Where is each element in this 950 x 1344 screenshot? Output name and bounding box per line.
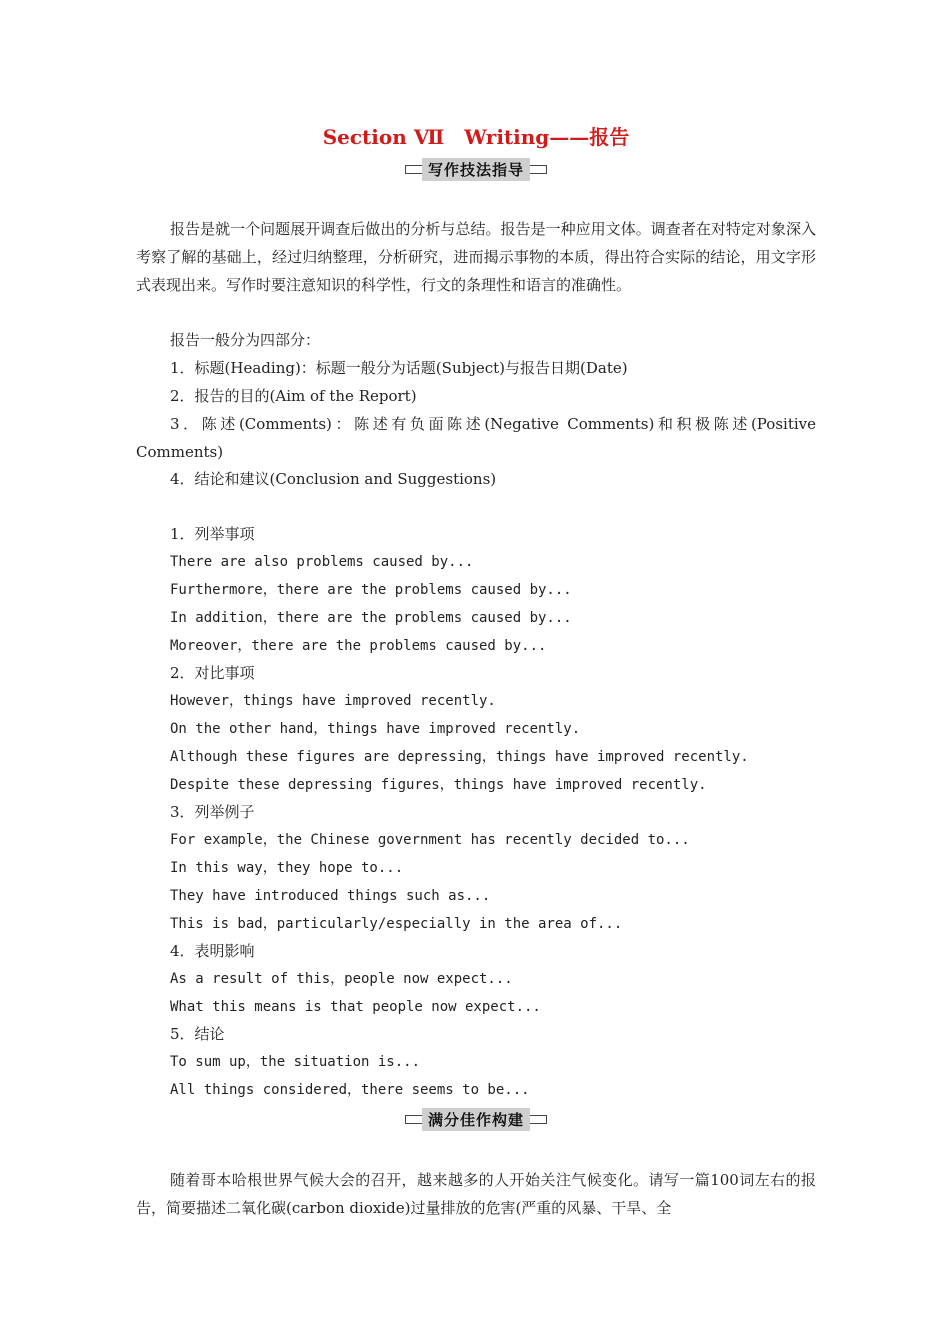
- badge-decoration-left: [405, 165, 422, 174]
- phrase-line: However，things have improved recently.: [170, 693, 496, 709]
- task-paragraph: 随着哥本哈根世界气候大会的召开，越来越多的人开始关注气候变化。请写一篇100词左右的报告，简要描述二氧化碳(carbon dioxide)过量排放的危害(严重的风暴、干旱、全: [136, 1171, 816, 1217]
- phrase-line: What this means is that people now expect...: [170, 999, 541, 1015]
- part-item-4: 4．结论和建议(Conclusion and Suggestions): [170, 470, 497, 488]
- phrase-line: Furthermore，there are the problems caused by...: [170, 582, 572, 598]
- intro-paragraph: 报告是就一个问题展开调查后做出的分析与总结。报告是一种应用文体。调查者在对特定对象深入考察了解的基础上，经过归纳整理，分析研究，进而揭示事物的本质，得出符合实际的结论，用文字形式表现出来。写作时要注意知识的科学性，行文的条理性和语言的准确性。: [136, 220, 816, 294]
- phrase-line: Moreover，there are the problems caused by...: [170, 638, 547, 654]
- phrase-line: To sum up，the situation is...: [170, 1054, 421, 1070]
- part-item-1: 1．标题(Heading)：标题一般分为话题(Subject)与报告日期(Date): [170, 359, 628, 377]
- phrase-line: For example，the Chinese government has recently decided to...: [170, 832, 690, 848]
- phrase-heading-1: 1．列举事项: [170, 525, 255, 543]
- phrase-heading-2: 2．对比事项: [170, 664, 255, 682]
- phrase-heading-3: 3．列举例子: [170, 803, 255, 821]
- phrase-line: On the other hand，things have improved recently.: [170, 721, 581, 737]
- badge-decoration-right: [530, 1115, 547, 1124]
- phrase-heading-4: 4．表明影响: [170, 942, 255, 960]
- badge-decoration-left: [405, 1115, 422, 1124]
- parts-intro: 报告一般分为四部分：: [170, 331, 321, 349]
- phrase-line: In addition，there are the problems caused by...: [170, 610, 572, 626]
- part-item-2: 2．报告的目的(Aim of the Report): [170, 387, 417, 405]
- badge-label: 写作技法指导: [422, 158, 530, 181]
- section-badge-model-essay: [136, 1108, 816, 1131]
- phrase-line: This is bad，particularly/especially in the area of...: [170, 916, 623, 932]
- phrase-line: All things considered，there seems to be...: [170, 1082, 530, 1098]
- phrase-line: In this way，they hope to...: [170, 860, 404, 876]
- phrase-line: Despite these depressing figures，things have improved recently.: [170, 777, 707, 793]
- phrase-line: They have introduced things such as...: [170, 888, 491, 904]
- phrase-line: There are also problems caused by...: [170, 554, 474, 570]
- part-item-3: 3．陈述(Comments)：陈述有负面陈述(Negative Comments)和积极陈述(Positive Comments): [136, 415, 816, 461]
- page-title: Section Ⅶ Writing——报告: [322, 125, 630, 149]
- badge-decoration-right: [530, 165, 547, 174]
- section-badge-writing-guide: [136, 158, 816, 181]
- phrase-heading-5: 5．结论: [170, 1025, 225, 1043]
- phrase-line: Although these figures are depressing，things have improved recently.: [170, 749, 749, 765]
- phrase-line: As a result of this，people now expect...: [170, 971, 513, 987]
- badge-label: 满分佳作构建: [422, 1108, 530, 1131]
